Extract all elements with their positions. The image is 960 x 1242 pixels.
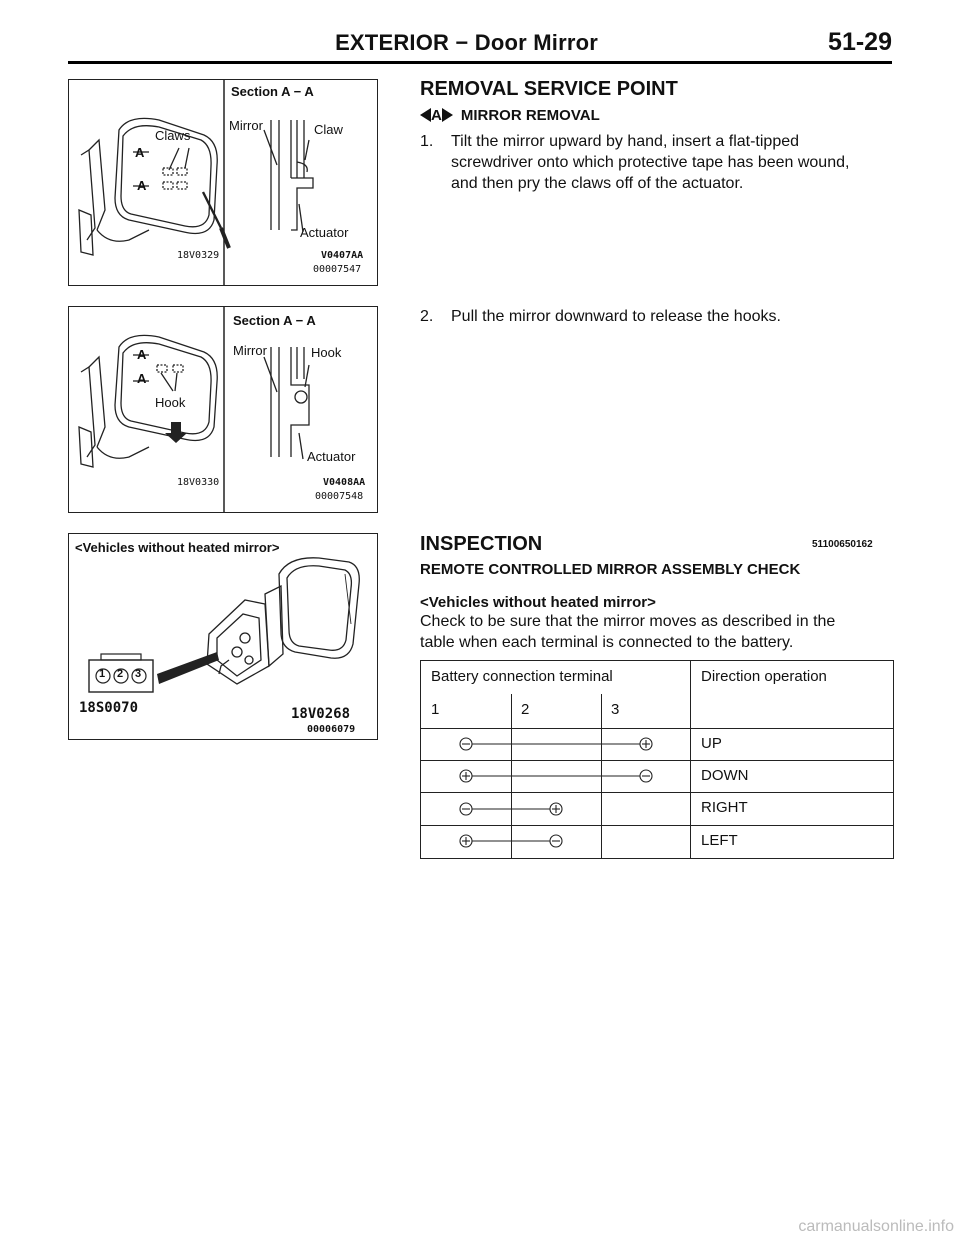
marker-left-arrow-icon [420, 108, 431, 122]
figure-claw-removal [68, 79, 378, 286]
direction-down: DOWN [701, 767, 749, 784]
negative-terminal-icon [640, 770, 652, 782]
terminal-label-1: 1 [431, 701, 440, 718]
positive-terminal-icon [640, 738, 652, 750]
claw-label: Claw [314, 122, 343, 137]
terminal-label-3: 3 [611, 701, 620, 718]
negative-terminal-icon [460, 738, 472, 750]
positive-terminal-icon [460, 835, 472, 847]
step1-line2: screwdriver onto which protective tape has been wound, [451, 154, 850, 171]
marker-right-arrow-icon [442, 108, 453, 122]
header-direction: Direction operation [701, 668, 827, 685]
terminal-check-table [420, 660, 894, 859]
direction-left: LEFT [701, 832, 738, 849]
positive-terminal-icon [460, 770, 472, 782]
section-marker-a-bottom: A [137, 178, 147, 193]
figure-code-right: V0408AA [323, 477, 366, 488]
section-marker-a-top: A [137, 347, 147, 362]
header-rule [68, 61, 892, 64]
figure-title: <Vehicles without heated mirror> [75, 540, 280, 555]
mirror-label: Mirror [229, 118, 263, 133]
step1-line1: Tilt the mirror upward by hand, insert a flat-tipped [451, 133, 800, 150]
figure-number: 00007547 [313, 264, 362, 275]
connector-pin-2: 2 [117, 668, 124, 680]
hook-label-left: Hook [155, 395, 186, 410]
step1-number: 1. [420, 133, 434, 150]
step1-line3: and then pry the claws off of the actuator. [451, 175, 744, 192]
connector-pin-1: 1 [99, 668, 106, 680]
figure-number: 00006079 [307, 724, 356, 735]
negative-terminal-icon [460, 803, 472, 815]
step2-number: 2. [420, 308, 434, 325]
figure-hook-removal [68, 306, 378, 513]
negative-terminal-icon [550, 835, 562, 847]
inspection-line1: Check to be sure that the mirror moves as described in the [420, 613, 836, 630]
removal-marker: A [431, 107, 442, 124]
connection-diagram [421, 661, 691, 858]
terminal-label-2: 2 [521, 701, 530, 718]
section-label: Section A − A [231, 84, 314, 99]
page-number: 51-29 [828, 28, 892, 56]
figure-mirror-assembly [68, 533, 378, 740]
hook-label-right: Hook [311, 345, 342, 360]
inspection-code: 51100650162 [812, 539, 873, 550]
figure-number: 00007548 [315, 491, 364, 502]
section-label: Section A − A [233, 313, 316, 328]
inspection-subheading: REMOTE CONTROLLED MIRROR ASSEMBLY CHECK [420, 561, 801, 578]
footer-watermark: carmanualsonline.info [798, 1218, 954, 1235]
page-header-title: EXTERIOR − Door Mirror [335, 30, 598, 55]
figure-code-right: 18V0268 [291, 706, 351, 722]
actuator-label: Actuator [300, 225, 349, 240]
figure-code-left: 18V0329 [177, 250, 220, 261]
section-marker-a-top: A [135, 145, 145, 160]
inspection-heading: INSPECTION [420, 533, 543, 555]
step2-text: Pull the mirror downward to release the hooks. [451, 308, 781, 325]
removal-heading: REMOVAL SERVICE POINT [420, 78, 678, 100]
figure-code-left: 18S0070 [79, 700, 139, 716]
positive-terminal-icon [550, 803, 562, 815]
inspection-line2: table when each terminal is connected to the battery. [420, 634, 794, 651]
connector-pin-3: 3 [135, 668, 142, 680]
removal-subheading-text: MIRROR REMOVAL [460, 107, 600, 124]
claws-label: Claws [155, 128, 191, 143]
direction-right: RIGHT [701, 799, 748, 816]
mirror-label: Mirror [233, 343, 267, 358]
direction-up: UP [701, 735, 722, 752]
inspection-vehicle-note: <Vehicles without heated mirror> [420, 594, 656, 611]
header-terminal: Battery connection terminal [431, 668, 613, 685]
removal-subheading [420, 107, 600, 124]
figure-code-left: 18V0330 [177, 477, 220, 488]
actuator-label: Actuator [307, 449, 356, 464]
figure-code-right: V0407AA [321, 250, 364, 261]
section-marker-a-bottom: A [137, 371, 147, 386]
